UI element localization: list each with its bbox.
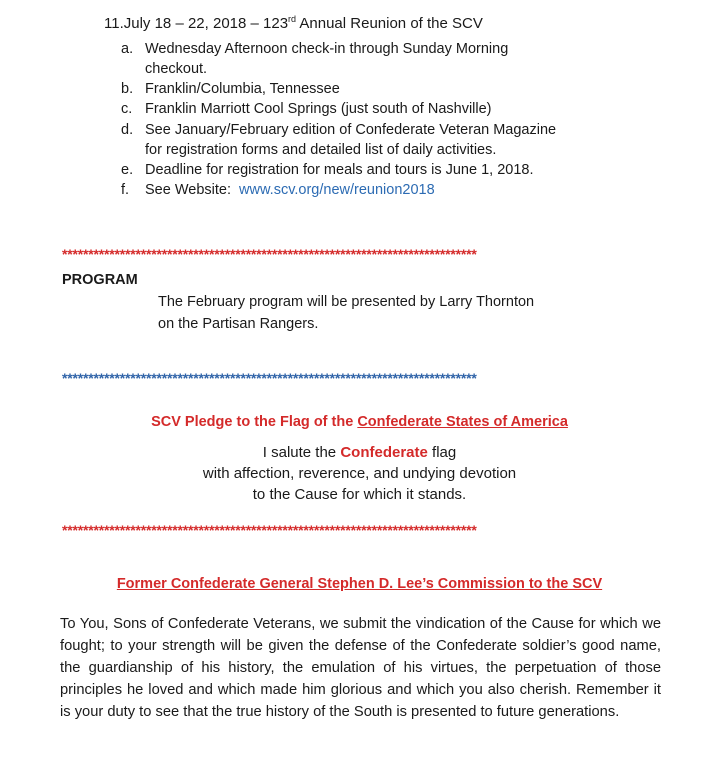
website-label: See Website:	[145, 182, 231, 198]
pledge-text: flag	[427, 444, 457, 461]
list-item-text: See January/February edition of Confederate Veteran Magazine	[145, 122, 557, 138]
reunion-title: Annual Reunion of the SCV	[296, 15, 483, 32]
list-item-letter: f.	[121, 182, 130, 198]
pledge-title-prefix: SCV Pledge to the Flag of the	[151, 414, 358, 430]
reunion-heading	[104, 14, 483, 32]
list-item-letter: a.	[121, 41, 134, 57]
blue-star-separator: *******************************************************************************	[62, 370, 477, 386]
reunion-ordinal: rd	[288, 14, 297, 24]
red-star-separator: *******************************************************************************	[62, 246, 477, 262]
pledge-title	[0, 412, 719, 433]
list-item-text: Franklin Marriott Cool Springs (just south of Nashville)	[145, 101, 492, 117]
list-item-letter: e.	[121, 162, 134, 178]
list-item-text: checkout.	[145, 61, 208, 77]
list-item-text: Wednesday Afternoon check-in through Sunday Morning	[145, 41, 509, 57]
list-item-text: Deadline for registration for meals and tours is June 1, 2018.	[145, 162, 534, 178]
pledge-title-underlined: Confederate States of America	[357, 414, 568, 430]
list-item-text: for registration forms and detailed list of daily activities.	[145, 142, 497, 158]
program-line: The February program will be presented by Larry Thornton	[158, 294, 535, 310]
program-line: on the Partisan Rangers.	[158, 316, 319, 332]
pledge-emphasis: Confederate	[340, 444, 428, 461]
list-item-letter: b.	[121, 81, 134, 97]
pledge-line: to the Cause for which it stands.	[252, 486, 467, 503]
reunion-date: July 18 – 22, 2018 – 123	[123, 15, 289, 32]
commission-paragraph: To You, Sons of Confederate Veterans, we submit the vindication of the Cause for which we fought; to your strength will be given the defense of the Confederate soldier’s good name, the guardianship of his history, the emulation of his virtues, the perpetuation of those principles he loved and which made him glorious and which you also cherish. Remember it is your duty to see that the true history of the South is presented to future generations.	[60, 616, 661, 720]
list-item-text: Franklin/Columbia, Tennessee	[145, 81, 340, 97]
red-star-separator: *******************************************************************************	[62, 522, 477, 538]
pledge-line: with affection, reverence, and undying devotion	[202, 465, 517, 482]
list-item-letter: c.	[121, 101, 133, 117]
list-item-text	[145, 181, 435, 200]
program-heading: PROGRAM	[62, 272, 138, 288]
website-link[interactable]: www.scv.org/new/reunion2018	[239, 182, 435, 198]
pledge-line	[0, 442, 719, 463]
list-item-letter: d.	[121, 122, 134, 138]
commission-title: Former Confederate General Stephen D. Lee’s Commission to the SCV	[116, 576, 603, 592]
reunion-number: 11.	[104, 15, 124, 32]
pledge-text: I salute the	[262, 444, 341, 461]
